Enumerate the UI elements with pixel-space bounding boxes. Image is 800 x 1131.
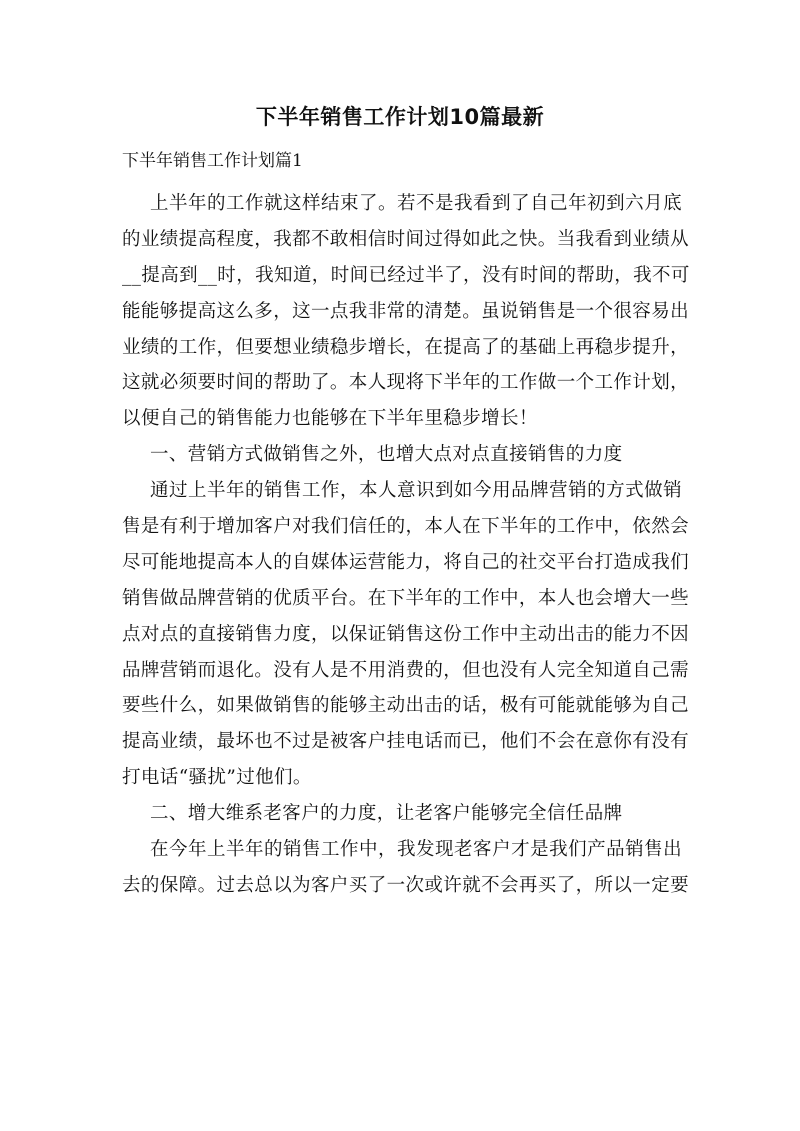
paragraph-line: 通过上半年的销售工作，本人意识到如今用品牌营销的方式做销	[150, 480, 682, 502]
paragraph-line: 品牌营销而退化。没有人是不用消费的，但也没有人完全知道自己需	[122, 659, 690, 681]
paragraph-line: 去的保障。过去总以为客户买了一次或许就不会再买了，所以一定要	[122, 874, 690, 896]
paragraph-line: 的业绩提高程度，我都不敢相信时间过得如此之快。当我看到业绩从	[122, 228, 690, 250]
paragraph-line: 这就必须要时间的帮助了。本人现将下半年的工作做一个工作计划，	[122, 372, 690, 394]
paragraph-line: 业绩的工作，但要想业绩稳步增长，在提高了的基础上再稳步提升，	[122, 336, 690, 358]
paragraph-line: 销售做品牌营销的优质平台。在下半年的工作中，本人也会增大一些	[122, 587, 690, 609]
paragraph-line: 在今年上半年的销售工作中，我发现老客户才是我们产品销售出	[150, 839, 682, 861]
paragraph-line: 上半年的工作就这样结束了。若不是我看到了自己年初到六月底	[150, 193, 682, 214]
subheading-line: 一、营销方式做销售之外，也增大点对点直接销售的力度	[150, 444, 623, 466]
paragraph-line: __提高到__时，我知道，时间已经过半了，没有时间的帮助，我不可	[122, 264, 690, 286]
document-body	[122, 186, 690, 904]
subheading-line: 二、增大维系老客户的力度，让老客户能够完全信任品牌	[150, 803, 623, 825]
paragraph-line: 能能够提高这么多，这一点我非常的清楚。虽说销售是一个很容易出	[122, 300, 690, 322]
section-heading: 下半年销售工作计划篇1	[122, 151, 303, 171]
paragraph-line: 售是有利于增加客户对我们信任的，本人在下半年的工作中，依然会	[122, 516, 690, 538]
paragraph-line: 打电话“骚扰”过他们。	[122, 767, 312, 789]
paragraph-line: 点对点的直接销售力度，以保证销售这份工作中主动出击的能力不因	[122, 623, 690, 645]
paragraph-line: 要些什么，如果做销售的能够主动出击的话，极有可能就能够为自己	[122, 695, 690, 717]
document-title: 下半年销售工作计划10篇最新	[255, 105, 545, 129]
paragraph-line: 提高业绩，最坏也不过是被客户挂电话而已，他们不会在意你有没有	[122, 731, 690, 753]
paragraph-line: 尽可能地提高本人的自媒体运营能力，将自己的社交平台打造成我们	[122, 551, 690, 573]
paragraph-line: 以便自己的销售能力也能够在下半年里稳步增长！	[122, 408, 538, 430]
